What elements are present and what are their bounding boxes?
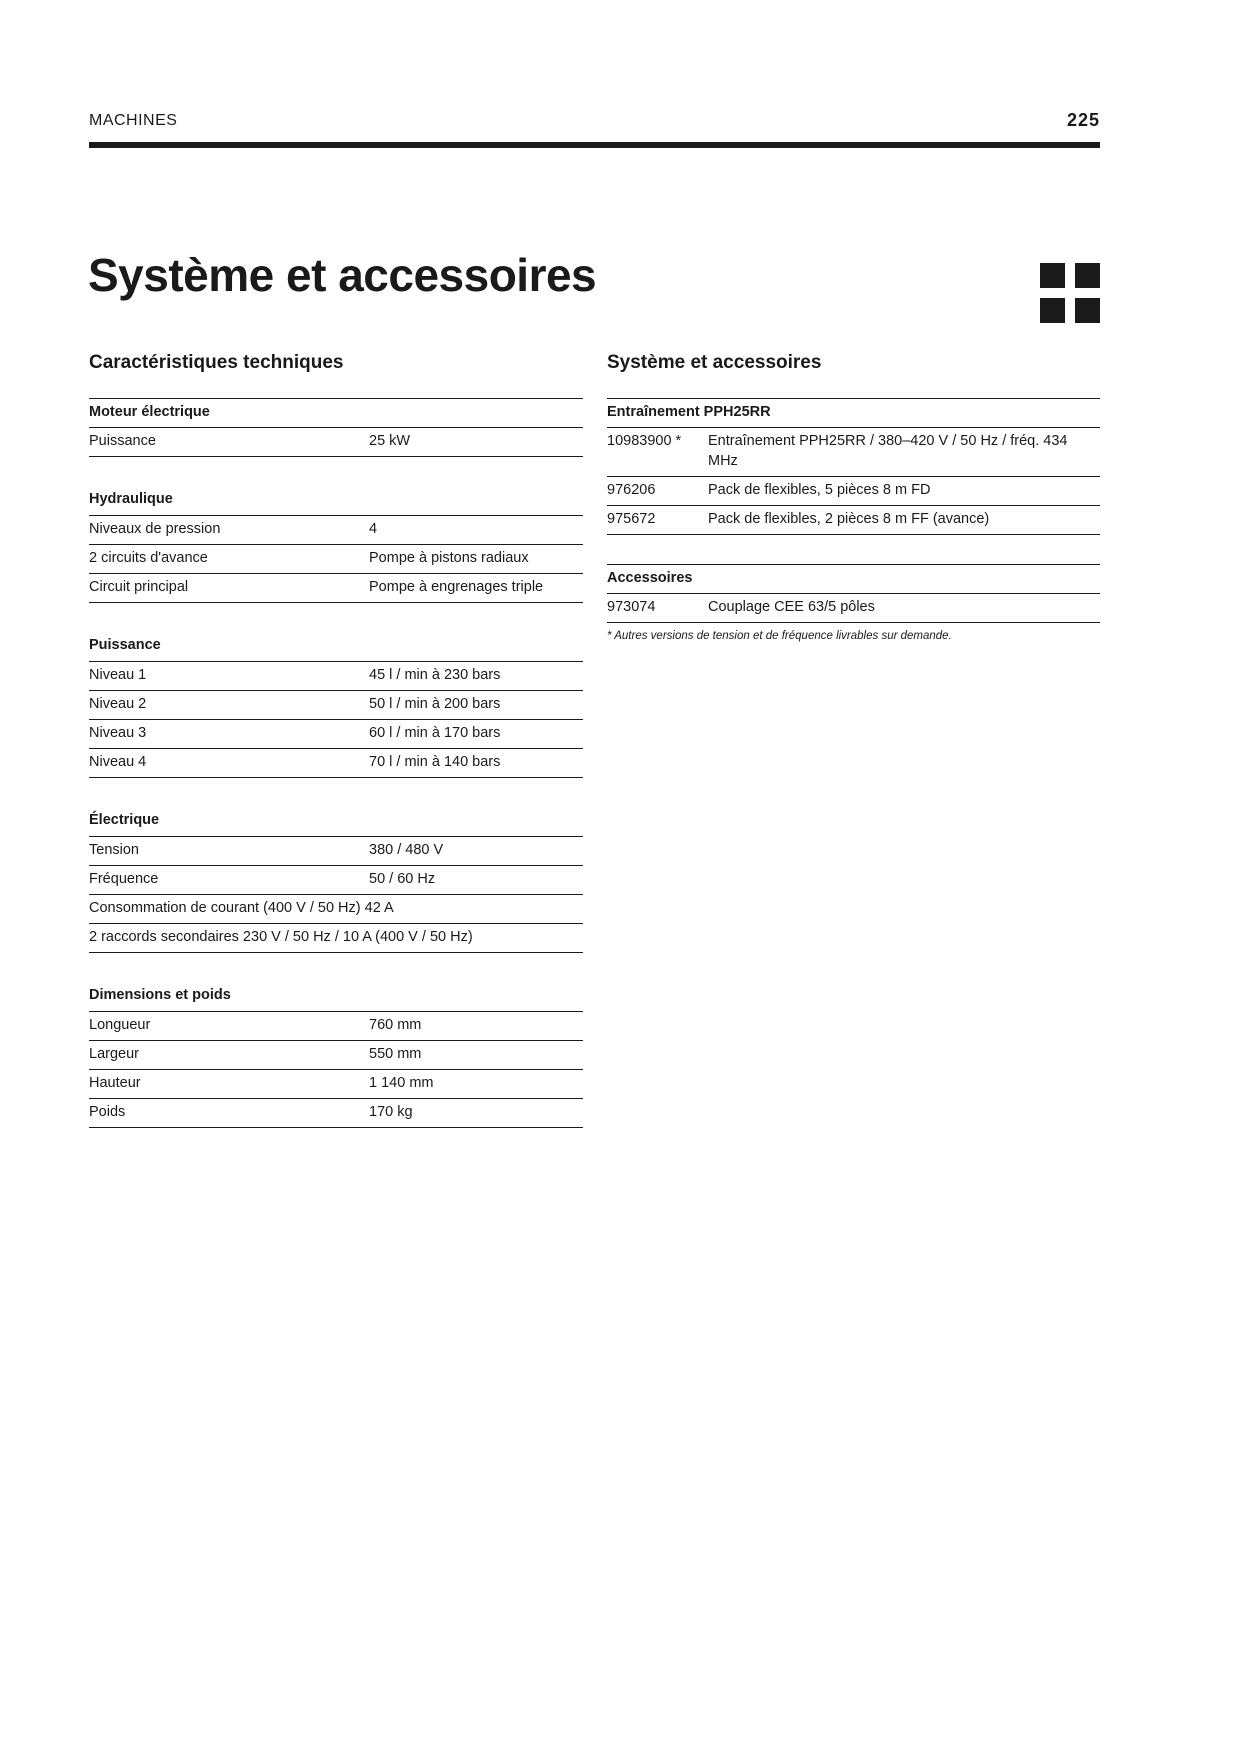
spec-row (89, 748, 583, 778)
spec-group (89, 807, 583, 953)
column-heading: Caractéristiques techniques (89, 352, 344, 373)
spec-row (89, 661, 583, 690)
accessory-group-title: Accessoires (607, 564, 1100, 593)
accessory-group-title: Entraînement PPH25RR (607, 398, 1100, 427)
spec-group-title: Puissance (89, 637, 161, 653)
spec-row (89, 1011, 583, 1040)
spec-label: 2 circuits d'avance (89, 550, 208, 566)
spec-row (89, 1040, 583, 1069)
spec-row (89, 923, 583, 953)
spec-text: 2 raccords secondaires 230 V / 50 Hz / 10 A (400 V / 50 Hz) (89, 929, 473, 945)
spec-group-title: Électrique (89, 812, 160, 828)
spec-group-title: Moteur électrique (89, 398, 583, 427)
spec-row (89, 894, 583, 923)
accessories-column (607, 351, 1100, 642)
spec-value: 25 kW (369, 433, 411, 449)
technical-specs-column (89, 351, 583, 1157)
logo-square (1075, 263, 1100, 288)
spec-row (89, 690, 583, 719)
spec-label: Longueur (89, 1017, 151, 1033)
spec-label: Circuit principal (89, 579, 189, 595)
accessory-row (607, 427, 1100, 476)
logo-square (1075, 298, 1100, 323)
spec-text: Consommation de courant (400 V / 50 Hz) 42 A (89, 900, 394, 916)
spec-row (89, 515, 583, 544)
spec-group (89, 486, 583, 603)
spec-label: Tension (89, 842, 139, 858)
article-number: 975672 (607, 511, 656, 527)
logo-square (1040, 263, 1065, 288)
spec-label: Niveau 2 (89, 696, 147, 712)
header-rule (89, 142, 1100, 148)
accessory-row (607, 593, 1100, 623)
spec-row (89, 865, 583, 894)
spec-label: Poids (89, 1104, 126, 1120)
spec-label: Niveau 4 (89, 754, 147, 770)
spec-group-title: Hydraulique (89, 491, 173, 507)
article-description: Couplage CEE 63/5 pôles (708, 599, 875, 615)
spec-value: Pompe à pistons radiaux (369, 550, 529, 566)
spec-label: Niveau 1 (89, 667, 147, 683)
spec-row (89, 1098, 583, 1128)
spec-value: 60 l / min à 170 bars (369, 725, 501, 741)
spec-row (89, 719, 583, 748)
spec-label: Puissance (89, 433, 156, 449)
article-number: 973074 (607, 599, 656, 615)
article-description: Pack de flexibles, 2 pièces 8 m FF (avance) (708, 511, 990, 527)
article-number: 10983900 * (607, 433, 682, 449)
spec-group-title: Dimensions et poids (89, 987, 231, 1003)
spec-group (89, 632, 583, 778)
column-heading: Système et accessoires (607, 352, 822, 373)
spec-row (89, 573, 583, 603)
footnote: * Autres versions de tension et de fréquence livrables sur demande. (607, 630, 952, 642)
spec-label: Niveaux de pression (89, 521, 221, 537)
accessory-groups (607, 398, 1100, 623)
spec-value: 760 mm (369, 1017, 422, 1033)
spec-value: 70 l / min à 140 bars (369, 754, 501, 770)
spec-row (89, 1069, 583, 1098)
header-section-label: MACHINES (89, 112, 178, 129)
accessory-row (607, 476, 1100, 505)
spec-value: 1 140 mm (369, 1075, 434, 1091)
spec-row (89, 836, 583, 865)
spec-row (89, 544, 583, 573)
page-title: Système et accessoires (88, 249, 597, 301)
article-number: 976206 (607, 482, 656, 498)
brand-logo-icon (1040, 263, 1100, 323)
logo-square (1040, 298, 1065, 323)
spec-label: Hauteur (89, 1075, 141, 1091)
spec-group (89, 398, 583, 457)
spec-value: 45 l / min à 230 bars (369, 667, 501, 683)
spec-groups (89, 398, 583, 1128)
spec-label: Largeur (89, 1046, 139, 1062)
accessory-group (607, 564, 1100, 623)
spec-value: Pompe à engrenages triple (369, 579, 544, 595)
spec-value: 550 mm (369, 1046, 422, 1062)
article-description: Pack de flexibles, 5 pièces 8 m FD (708, 482, 931, 498)
accessory-row (607, 505, 1100, 535)
article-description: Entraînement PPH25RR / 380–420 V / 50 Hz / fréq. 434 MHz (708, 433, 1068, 469)
page-number: 225 (1066, 110, 1100, 130)
spec-value: 170 kg (369, 1104, 413, 1120)
spec-value: 50 l / min à 200 bars (369, 696, 501, 712)
accessory-group (607, 398, 1100, 535)
spec-row (89, 427, 583, 457)
spec-value: 4 (369, 521, 378, 537)
spec-group (89, 982, 583, 1128)
spec-label: Fréquence (89, 871, 159, 887)
spec-value: 380 / 480 V (369, 842, 444, 858)
spec-label: Niveau 3 (89, 725, 147, 741)
spec-value: 50 / 60 Hz (369, 871, 436, 887)
